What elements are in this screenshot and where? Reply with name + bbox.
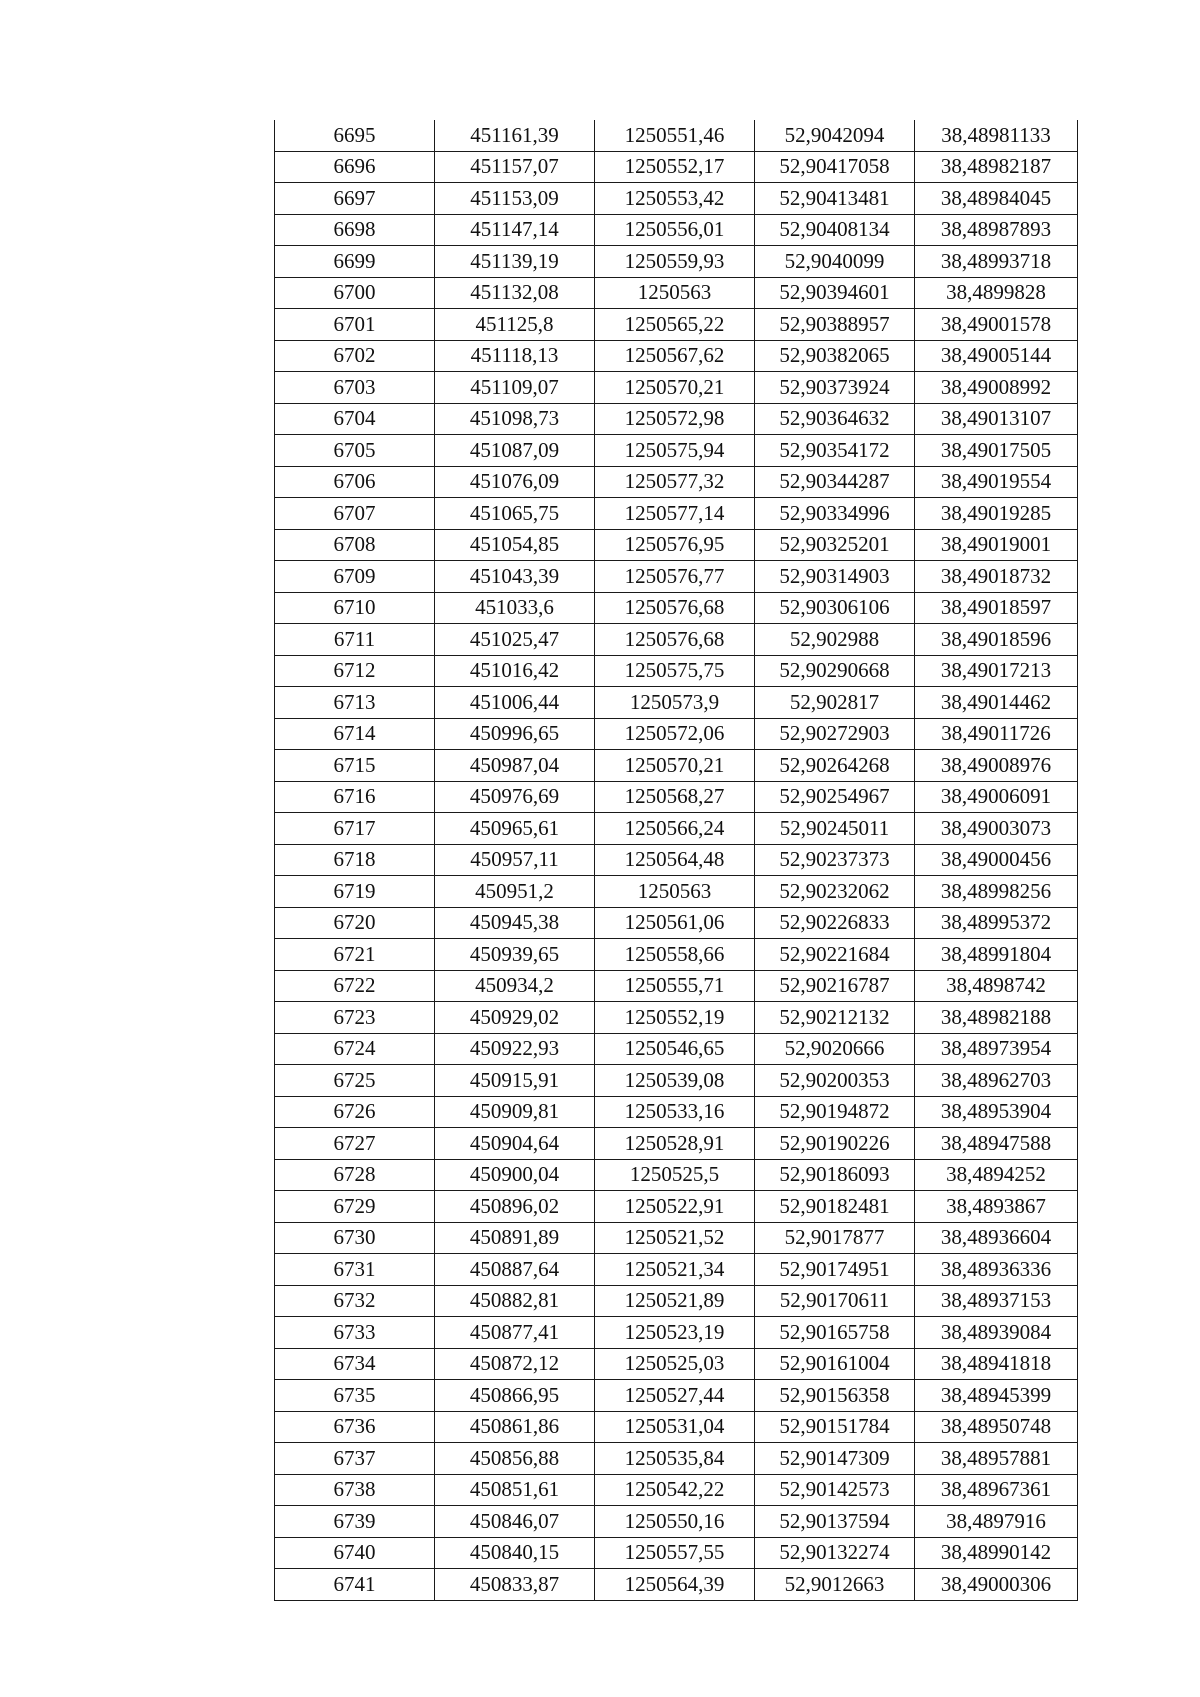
table-row [275,403,1078,435]
latitude-cell: 52,90226833 [755,907,915,939]
x-coordinate-cell: 450965,61 [435,813,595,845]
latitude-cell: 52,90245011 [755,813,915,845]
longitude-cell: 38,48967361 [915,1474,1078,1506]
x-coordinate-cell: 450987,04 [435,750,595,782]
latitude-cell: 52,9017877 [755,1222,915,1254]
x-coordinate-cell: 450909,81 [435,1096,595,1128]
y-coordinate-cell: 1250558,66 [595,939,755,971]
latitude-cell: 52,90394601 [755,277,915,309]
point-number-cell: 6695 [275,120,435,151]
x-coordinate-cell: 451125,8 [435,309,595,341]
longitude-cell: 38,49014462 [915,687,1078,719]
longitude-cell: 38,48941818 [915,1348,1078,1380]
longitude-cell: 38,48993718 [915,246,1078,278]
table-row [275,1222,1078,1254]
coordinates-table [274,120,1078,1601]
latitude-cell: 52,90334996 [755,498,915,530]
x-coordinate-cell: 451132,08 [435,277,595,309]
x-coordinate-cell: 450833,87 [435,1569,595,1601]
y-coordinate-cell: 1250555,71 [595,970,755,1002]
point-number-cell: 6707 [275,498,435,530]
y-coordinate-cell: 1250539,08 [595,1065,755,1097]
point-number-cell: 6733 [275,1317,435,1349]
point-number-cell: 6697 [275,183,435,215]
y-coordinate-cell: 1250525,03 [595,1348,755,1380]
longitude-cell: 38,48945399 [915,1380,1078,1412]
y-coordinate-cell: 1250522,91 [595,1191,755,1223]
y-coordinate-cell: 1250575,94 [595,435,755,467]
point-number-cell: 6705 [275,435,435,467]
table-row [275,1033,1078,1065]
point-number-cell: 6734 [275,1348,435,1380]
longitude-cell: 38,48947588 [915,1128,1078,1160]
x-coordinate-cell: 450840,15 [435,1537,595,1569]
x-coordinate-cell: 450976,69 [435,781,595,813]
point-number-cell: 6718 [275,844,435,876]
latitude-cell: 52,90221684 [755,939,915,971]
point-number-cell: 6701 [275,309,435,341]
table-row [275,372,1078,404]
x-coordinate-cell: 450882,81 [435,1285,595,1317]
table-row [275,277,1078,309]
x-coordinate-cell: 451076,09 [435,466,595,498]
longitude-cell: 38,49005144 [915,340,1078,372]
longitude-cell: 38,48953904 [915,1096,1078,1128]
point-number-cell: 6731 [275,1254,435,1286]
latitude-cell: 52,90272903 [755,718,915,750]
latitude-cell: 52,90142573 [755,1474,915,1506]
table-row [275,844,1078,876]
y-coordinate-cell: 1250575,75 [595,655,755,687]
x-coordinate-cell: 450866,95 [435,1380,595,1412]
latitude-cell: 52,90216787 [755,970,915,1002]
y-coordinate-cell: 1250546,65 [595,1033,755,1065]
point-number-cell: 6696 [275,151,435,183]
latitude-cell: 52,90413481 [755,183,915,215]
latitude-cell: 52,90132274 [755,1537,915,1569]
table-row [275,1285,1078,1317]
latitude-cell: 52,90212132 [755,1002,915,1034]
latitude-cell: 52,90156358 [755,1380,915,1412]
table-row [275,813,1078,845]
table-row [275,970,1078,1002]
x-coordinate-cell: 451087,09 [435,435,595,467]
table-row [275,120,1078,151]
point-number-cell: 6702 [275,340,435,372]
table-row [275,876,1078,908]
x-coordinate-cell: 451109,07 [435,372,595,404]
longitude-cell: 38,48981133 [915,120,1078,151]
table-row [275,1002,1078,1034]
y-coordinate-cell: 1250521,52 [595,1222,755,1254]
longitude-cell: 38,49018597 [915,592,1078,624]
table-row [275,1348,1078,1380]
latitude-cell: 52,90190226 [755,1128,915,1160]
table-row [275,435,1078,467]
longitude-cell: 38,49017505 [915,435,1078,467]
point-number-cell: 6709 [275,561,435,593]
x-coordinate-cell: 451006,44 [435,687,595,719]
longitude-cell: 38,49000456 [915,844,1078,876]
latitude-cell: 52,902817 [755,687,915,719]
table-row [275,1191,1078,1223]
longitude-cell: 38,48937153 [915,1285,1078,1317]
x-coordinate-cell: 450939,65 [435,939,595,971]
point-number-cell: 6737 [275,1443,435,1475]
table-row [275,466,1078,498]
y-coordinate-cell: 1250553,42 [595,183,755,215]
y-coordinate-cell: 1250533,16 [595,1096,755,1128]
y-coordinate-cell: 1250576,95 [595,529,755,561]
x-coordinate-cell: 450846,07 [435,1506,595,1538]
longitude-cell: 38,4893867 [915,1191,1078,1223]
point-number-cell: 6738 [275,1474,435,1506]
point-number-cell: 6735 [275,1380,435,1412]
longitude-cell: 38,49019285 [915,498,1078,530]
table-row [275,718,1078,750]
x-coordinate-cell: 451043,39 [435,561,595,593]
x-coordinate-cell: 450915,91 [435,1065,595,1097]
point-number-cell: 6723 [275,1002,435,1034]
table-row [275,592,1078,624]
table-row [275,183,1078,215]
point-number-cell: 6726 [275,1096,435,1128]
longitude-cell: 38,49011726 [915,718,1078,750]
table-row [275,529,1078,561]
point-number-cell: 6721 [275,939,435,971]
table-row [275,214,1078,246]
point-number-cell: 6727 [275,1128,435,1160]
y-coordinate-cell: 1250528,91 [595,1128,755,1160]
latitude-cell: 52,90186093 [755,1159,915,1191]
latitude-cell: 52,90161004 [755,1348,915,1380]
point-number-cell: 6713 [275,687,435,719]
longitude-cell: 38,48936604 [915,1222,1078,1254]
latitude-cell: 52,90306106 [755,592,915,624]
longitude-cell: 38,49018732 [915,561,1078,593]
table-row [275,939,1078,971]
y-coordinate-cell: 1250567,62 [595,340,755,372]
longitude-cell: 38,49013107 [915,403,1078,435]
x-coordinate-cell: 450904,64 [435,1128,595,1160]
x-coordinate-cell: 450851,61 [435,1474,595,1506]
longitude-cell: 38,49018596 [915,624,1078,656]
table-row [275,1474,1078,1506]
table-row [275,1317,1078,1349]
point-number-cell: 6732 [275,1285,435,1317]
point-number-cell: 6712 [275,655,435,687]
longitude-cell: 38,4897916 [915,1506,1078,1538]
point-number-cell: 6708 [275,529,435,561]
y-coordinate-cell: 1250565,22 [595,309,755,341]
latitude-cell: 52,9040099 [755,246,915,278]
y-coordinate-cell: 1250551,46 [595,120,755,151]
y-coordinate-cell: 1250563 [595,876,755,908]
y-coordinate-cell: 1250559,93 [595,246,755,278]
x-coordinate-cell: 451147,14 [435,214,595,246]
longitude-cell: 38,48987893 [915,214,1078,246]
latitude-cell: 52,90264268 [755,750,915,782]
y-coordinate-cell: 1250535,84 [595,1443,755,1475]
x-coordinate-cell: 450945,38 [435,907,595,939]
longitude-cell: 38,49003073 [915,813,1078,845]
longitude-cell: 38,48995372 [915,907,1078,939]
longitude-cell: 38,4899828 [915,277,1078,309]
x-coordinate-cell: 450887,64 [435,1254,595,1286]
latitude-cell: 52,90408134 [755,214,915,246]
latitude-cell: 52,90237373 [755,844,915,876]
latitude-cell: 52,90314903 [755,561,915,593]
table-row [275,1065,1078,1097]
point-number-cell: 6700 [275,277,435,309]
x-coordinate-cell: 450996,65 [435,718,595,750]
latitude-cell: 52,90147309 [755,1443,915,1475]
latitude-cell: 52,90170611 [755,1285,915,1317]
x-coordinate-cell: 451139,19 [435,246,595,278]
point-number-cell: 6715 [275,750,435,782]
latitude-cell: 52,90182481 [755,1191,915,1223]
longitude-cell: 38,49019001 [915,529,1078,561]
longitude-cell: 38,49008976 [915,750,1078,782]
table-row [275,246,1078,278]
point-number-cell: 6728 [275,1159,435,1191]
longitude-cell: 38,48990142 [915,1537,1078,1569]
longitude-cell: 38,48962703 [915,1065,1078,1097]
longitude-cell: 38,48998256 [915,876,1078,908]
latitude-cell: 52,9012663 [755,1569,915,1601]
longitude-cell: 38,48984045 [915,183,1078,215]
point-number-cell: 6710 [275,592,435,624]
x-coordinate-cell: 451065,75 [435,498,595,530]
x-coordinate-cell: 451118,13 [435,340,595,372]
y-coordinate-cell: 1250550,16 [595,1506,755,1538]
point-number-cell: 6722 [275,970,435,1002]
longitude-cell: 38,48982188 [915,1002,1078,1034]
x-coordinate-cell: 450891,89 [435,1222,595,1254]
table-row [275,655,1078,687]
longitude-cell: 38,48973954 [915,1033,1078,1065]
x-coordinate-cell: 450922,93 [435,1033,595,1065]
table-row [275,1506,1078,1538]
latitude-cell: 52,90137594 [755,1506,915,1538]
table-row [275,781,1078,813]
table-row [275,1411,1078,1443]
point-number-cell: 6740 [275,1537,435,1569]
longitude-cell: 38,48936336 [915,1254,1078,1286]
x-coordinate-cell: 451054,85 [435,529,595,561]
table-row [275,1569,1078,1601]
y-coordinate-cell: 1250566,24 [595,813,755,845]
table-row [275,561,1078,593]
table-row [275,1096,1078,1128]
point-number-cell: 6736 [275,1411,435,1443]
latitude-cell: 52,90151784 [755,1411,915,1443]
y-coordinate-cell: 1250568,27 [595,781,755,813]
coordinates-table-body [275,120,1078,1600]
longitude-cell: 38,48939084 [915,1317,1078,1349]
x-coordinate-cell: 450896,02 [435,1191,595,1223]
table-row [275,1254,1078,1286]
latitude-cell: 52,90254967 [755,781,915,813]
point-number-cell: 6706 [275,466,435,498]
y-coordinate-cell: 1250570,21 [595,372,755,404]
x-coordinate-cell: 450900,04 [435,1159,595,1191]
longitude-cell: 38,48982187 [915,151,1078,183]
x-coordinate-cell: 450929,02 [435,1002,595,1034]
point-number-cell: 6720 [275,907,435,939]
x-coordinate-cell: 451157,07 [435,151,595,183]
table-row [275,1537,1078,1569]
y-coordinate-cell: 1250563 [595,277,755,309]
longitude-cell: 38,48957881 [915,1443,1078,1475]
y-coordinate-cell: 1250576,68 [595,624,755,656]
longitude-cell: 38,48991804 [915,939,1078,971]
point-number-cell: 6717 [275,813,435,845]
y-coordinate-cell: 1250523,19 [595,1317,755,1349]
table-row [275,624,1078,656]
y-coordinate-cell: 1250576,77 [595,561,755,593]
y-coordinate-cell: 1250564,39 [595,1569,755,1601]
latitude-cell: 52,90174951 [755,1254,915,1286]
point-number-cell: 6730 [275,1222,435,1254]
y-coordinate-cell: 1250572,98 [595,403,755,435]
point-number-cell: 6729 [275,1191,435,1223]
latitude-cell: 52,90354172 [755,435,915,467]
y-coordinate-cell: 1250572,06 [595,718,755,750]
x-coordinate-cell: 450872,12 [435,1348,595,1380]
latitude-cell: 52,90344287 [755,466,915,498]
x-coordinate-cell: 450861,86 [435,1411,595,1443]
longitude-cell: 38,49017213 [915,655,1078,687]
x-coordinate-cell: 451025,47 [435,624,595,656]
y-coordinate-cell: 1250521,89 [595,1285,755,1317]
y-coordinate-cell: 1250527,44 [595,1380,755,1412]
longitude-cell: 38,49001578 [915,309,1078,341]
x-coordinate-cell: 450856,88 [435,1443,595,1475]
longitude-cell: 38,49008992 [915,372,1078,404]
x-coordinate-cell: 450951,2 [435,876,595,908]
y-coordinate-cell: 1250552,19 [595,1002,755,1034]
latitude-cell: 52,90194872 [755,1096,915,1128]
y-coordinate-cell: 1250542,22 [595,1474,755,1506]
latitude-cell: 52,90364632 [755,403,915,435]
table-row [275,750,1078,782]
latitude-cell: 52,90417058 [755,151,915,183]
y-coordinate-cell: 1250573,9 [595,687,755,719]
y-coordinate-cell: 1250570,21 [595,750,755,782]
x-coordinate-cell: 450934,2 [435,970,595,1002]
latitude-cell: 52,9042094 [755,120,915,151]
y-coordinate-cell: 1250521,34 [595,1254,755,1286]
y-coordinate-cell: 1250557,55 [595,1537,755,1569]
latitude-cell: 52,90290668 [755,655,915,687]
latitude-cell: 52,9020666 [755,1033,915,1065]
y-coordinate-cell: 1250525,5 [595,1159,755,1191]
table-row [275,498,1078,530]
table-row [275,1380,1078,1412]
latitude-cell: 52,902988 [755,624,915,656]
latitude-cell: 52,90325201 [755,529,915,561]
point-number-cell: 6741 [275,1569,435,1601]
table-row [275,687,1078,719]
longitude-cell: 38,4898742 [915,970,1078,1002]
point-number-cell: 6725 [275,1065,435,1097]
point-number-cell: 6714 [275,718,435,750]
y-coordinate-cell: 1250564,48 [595,844,755,876]
x-coordinate-cell: 451033,6 [435,592,595,624]
table-row [275,309,1078,341]
latitude-cell: 52,90232062 [755,876,915,908]
longitude-cell: 38,49019554 [915,466,1078,498]
y-coordinate-cell: 1250552,17 [595,151,755,183]
y-coordinate-cell: 1250577,14 [595,498,755,530]
table-row [275,340,1078,372]
point-number-cell: 6719 [275,876,435,908]
longitude-cell: 38,49000306 [915,1569,1078,1601]
y-coordinate-cell: 1250576,68 [595,592,755,624]
latitude-cell: 52,90165758 [755,1317,915,1349]
y-coordinate-cell: 1250577,32 [595,466,755,498]
latitude-cell: 52,90388957 [755,309,915,341]
longitude-cell: 38,48950748 [915,1411,1078,1443]
longitude-cell: 38,4894252 [915,1159,1078,1191]
point-number-cell: 6716 [275,781,435,813]
latitude-cell: 52,90382065 [755,340,915,372]
x-coordinate-cell: 451161,39 [435,120,595,151]
table-row [275,151,1078,183]
y-coordinate-cell: 1250561,06 [595,907,755,939]
y-coordinate-cell: 1250556,01 [595,214,755,246]
point-number-cell: 6699 [275,246,435,278]
latitude-cell: 52,90200353 [755,1065,915,1097]
x-coordinate-cell: 450877,41 [435,1317,595,1349]
point-number-cell: 6698 [275,214,435,246]
point-number-cell: 6739 [275,1506,435,1538]
x-coordinate-cell: 451098,73 [435,403,595,435]
latitude-cell: 52,90373924 [755,372,915,404]
point-number-cell: 6704 [275,403,435,435]
point-number-cell: 6711 [275,624,435,656]
table-row [275,1443,1078,1475]
point-number-cell: 6703 [275,372,435,404]
longitude-cell: 38,49006091 [915,781,1078,813]
table-row [275,907,1078,939]
table-row [275,1128,1078,1160]
x-coordinate-cell: 450957,11 [435,844,595,876]
point-number-cell: 6724 [275,1033,435,1065]
x-coordinate-cell: 451153,09 [435,183,595,215]
table-row [275,1159,1078,1191]
x-coordinate-cell: 451016,42 [435,655,595,687]
y-coordinate-cell: 1250531,04 [595,1411,755,1443]
